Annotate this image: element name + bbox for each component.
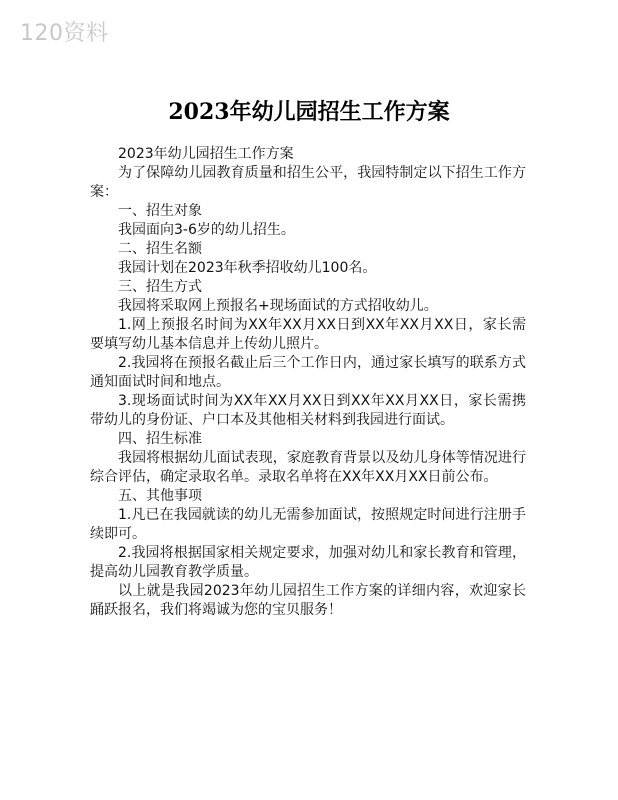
paragraph-heading: 2023年幼儿园招生工作方案 bbox=[118, 146, 294, 162]
document-body bbox=[90, 145, 526, 620]
list-item: 1.网上预报名时间为XX年XX月XX日到XX年XX月XX日，家长需要填写幼儿基本信息并上传幼儿照片。 bbox=[90, 317, 526, 352]
section-heading-5: 五、其他事项 bbox=[118, 488, 202, 504]
list-item: 2.我园将在预报名截止后三个工作日内，通过家长填写的联系方式通知面试时间和地点。 bbox=[90, 355, 526, 390]
paragraph-intro: 为了保障幼儿园教育质量和招生公平，我园特制定以下招生工作方案： bbox=[90, 165, 526, 200]
paragraph-closing: 以上就是我园2023年幼儿园招生工作方案的详细内容，欢迎家长踊跃报名，我们将竭诚为您的宝贝服务！ bbox=[90, 583, 526, 618]
paragraph: 我园计划在2023年秋季招收幼儿100名。 bbox=[118, 260, 377, 276]
section-heading-4: 四、招生标准 bbox=[118, 431, 202, 447]
document-title: 2023年幼儿园招生工作方案 bbox=[168, 99, 450, 125]
section-heading-3: 三、招生方式 bbox=[118, 279, 202, 295]
list-item: 2.我园将根据国家相关规定要求，加强对幼儿和家长教育和管理，提高幼儿园教育教学质量。 bbox=[90, 545, 526, 580]
section-heading-2: 二、招生名额 bbox=[118, 241, 202, 257]
paragraph: 我园面向3-6岁的幼儿招生。 bbox=[118, 222, 295, 238]
section-heading-1: 一、招生对象 bbox=[118, 203, 202, 219]
paragraph: 我园将根据幼儿面试表现，家庭教育背景以及幼儿身体等情况进行综合评估，确定录取名单。录取名单将在XX年XX月XX日前公布。 bbox=[90, 450, 526, 485]
list-item: 3.现场面试时间为XX年XX月XX日到XX年XX月XX日，家长需携带幼儿的身份证、户口本及其他相关材料到我园进行面试。 bbox=[90, 393, 526, 428]
watermark-logo: 120资料 bbox=[20, 21, 109, 46]
list-item: 1.凡已在我园就读的幼儿无需参加面试，按照规定时间进行注册手续即可。 bbox=[90, 507, 526, 542]
paragraph: 我园将采取网上预报名+现场面试的方式招收幼儿。 bbox=[118, 298, 438, 314]
